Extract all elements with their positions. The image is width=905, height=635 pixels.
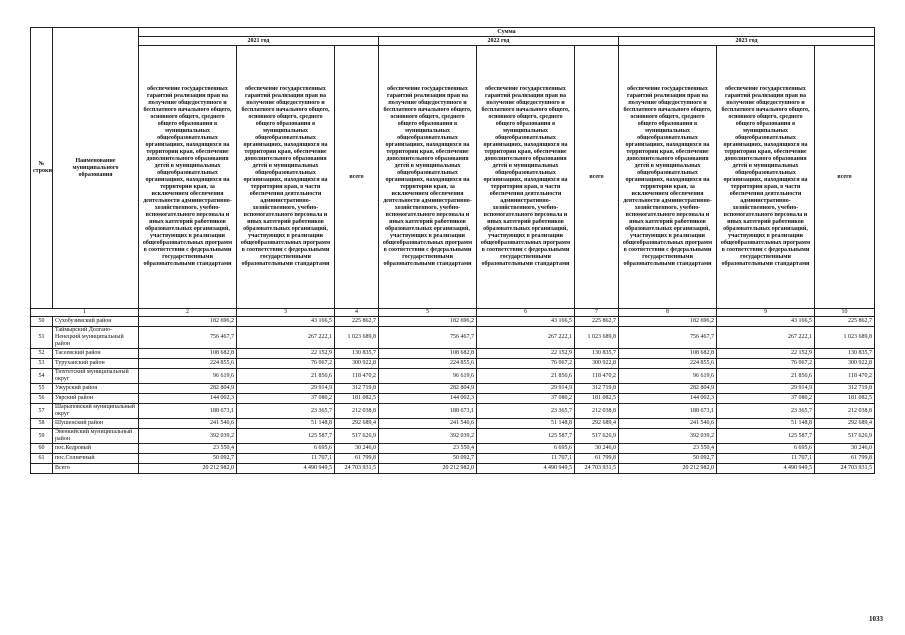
amount-cell: 1 023 689,8 [575,327,619,349]
amount-cell: 224 855,6 [379,359,477,369]
municipality-name: Таймырский Долгано-Ненецкий муниципальный район [53,327,139,349]
amount-cell: 130 835,7 [815,349,875,359]
amount-cell: 224 855,6 [139,359,237,369]
row-number-header: № строки [31,28,53,309]
amount-cell: 225 862,7 [815,317,875,327]
amount-cell: 282 804,9 [619,384,717,394]
row-number: 52 [31,349,53,359]
amount-cell: 241 540,6 [379,419,477,429]
municipality-name: Туруханский район [53,359,139,369]
column-number: 2 [139,309,237,317]
amount-cell: 181 082,5 [815,394,875,404]
amount-cell: 392 039,2 [139,429,237,444]
table-row [31,384,875,394]
amount-cell: 96 619,6 [379,369,477,384]
amount-cell: 43 166,5 [477,317,575,327]
amount-cell: 21 850,6 [477,369,575,384]
amount-cell: 50 092,7 [379,454,477,464]
amount-cell: 29 914,9 [717,384,815,394]
amount-cell: 29 914,9 [477,384,575,394]
municipality-name: Тасеевский район [53,349,139,359]
amount-cell: 144 002,3 [379,394,477,404]
amount-cell: 96 619,6 [619,369,717,384]
column-number: 1 [31,309,139,317]
amount-cell: 22 152,9 [477,349,575,359]
amount-cell: 300 922,8 [575,359,619,369]
amount-cell: 300 922,8 [335,359,379,369]
amount-cell: 21 850,6 [717,369,815,384]
amount-cell: 43 166,5 [717,317,815,327]
amount-cell: 225 862,7 [335,317,379,327]
amount-cell: 11 707,1 [237,454,335,464]
amount-cell: 11 707,1 [477,454,575,464]
amount-cell: 1 023 689,8 [815,327,875,349]
amount-cell: 212 038,8 [335,404,379,419]
amount-cell: 108 682,8 [139,349,237,359]
amount-cell: 23 550,4 [619,444,717,454]
amount-cell: 282 804,9 [379,384,477,394]
table-body [31,317,875,474]
amount-cell: 144 002,3 [139,394,237,404]
amount-cell: 182 696,2 [379,317,477,327]
amount-cell: 4 490 949,5 [717,464,815,474]
amount-cell: 118 470,2 [575,369,619,384]
amount-cell: 37 080,2 [717,394,815,404]
row-number: 50 [31,317,53,327]
row-number: 55 [31,384,53,394]
amount-cell: 181 082,5 [335,394,379,404]
amount-cell: 61 799,8 [815,454,875,464]
amount-cell: 108 682,8 [619,349,717,359]
amount-cell: 4 490 949,5 [477,464,575,474]
amount-cell: 76 067,2 [237,359,335,369]
amount-cell: 30 246,0 [335,444,379,454]
amount-cell: 118 470,2 [815,369,875,384]
total-header: всего [575,46,619,309]
amount-cell: 61 799,8 [335,454,379,464]
amount-cell: 30 246,0 [815,444,875,454]
table-row [31,359,875,369]
amount-cell: 51 148,8 [717,419,815,429]
amount-cell: 76 067,2 [477,359,575,369]
municipality-header: Наименование муниципального образования [53,28,139,309]
row-number: 56 [31,394,53,404]
amount-cell: 23 550,4 [139,444,237,454]
amount-cell: 392 039,2 [619,429,717,444]
row-number: 58 [31,419,53,429]
amount-cell: 212 038,8 [815,404,875,419]
amount-cell: 61 799,8 [575,454,619,464]
amount-cell: 20 212 982,0 [379,464,477,474]
table-row [31,464,875,474]
amount-cell: 282 804,9 [139,384,237,394]
amount-cell: 51 148,8 [477,419,575,429]
table-row [31,394,875,404]
amount-cell: 22 152,9 [237,349,335,359]
amount-cell: 267 222,1 [477,327,575,349]
amount-cell: 23 365,7 [477,404,575,419]
amount-cell: 225 862,7 [575,317,619,327]
municipality-name: Шушенский район [53,419,139,429]
amount-cell: 1 023 689,8 [335,327,379,349]
row-number: 53 [31,359,53,369]
amount-cell: 23 365,7 [237,404,335,419]
total-header: всего [335,46,379,309]
amount-cell: 292 689,4 [815,419,875,429]
amount-cell: 130 835,7 [335,349,379,359]
category-a-header: обеспечение государственных гарантий реализации прав на получение общедоступного и бесплатного начального общего, основного общего, среднего общего образования в муниципальных общеобразовательных организациях, находящихся на территории края, обеспечение дополнительного образования детей в муниципальных общеобразовательных организациях, находящихся на территории края, за исключением обеспечения деятельности административно-хозяйственного, учебно-вспомогательного персонала и иных категорий работников образовательных организаций, участвующих в реализации общеобразовательных программ в соответствии с федеральными государственными образовательными стандартами [139,46,237,309]
table-row [31,317,875,327]
amount-cell: 312 719,8 [575,384,619,394]
amount-cell: 292 689,4 [575,419,619,429]
year-2023-header: 2023 год [619,37,875,46]
table-row [31,349,875,359]
total-header: всего [815,46,875,309]
sum-header: Сумма [139,28,875,37]
column-number: 7 [575,309,619,317]
year-2022-header: 2022 год [379,37,619,46]
amount-cell: 756 467,7 [139,327,237,349]
amount-cell: 517 626,9 [575,429,619,444]
amount-cell: 130 835,7 [575,349,619,359]
amount-cell: 267 222,1 [717,327,815,349]
amount-cell: 50 092,7 [139,454,237,464]
amount-cell: 292 689,4 [335,419,379,429]
category-b-header: обеспечение государственных гарантий реализации прав на получение общедоступного и бесплатного начального общего, основного общего, среднего общего образования в муниципальных общеобразовательных организациях, находящихся на территории края, обеспечение дополнительного образования детей в муниципальных общеобразовательных организациях, находящихся на территории края, в части обеспечения деятельности административно-хозяйственного, учебно-вспомогательного персонала и иных категорий работников образовательных организаций, участвующих в реализации общеобразовательных программ в соответствии с федеральными государственными образовательными стандартами [237,46,335,309]
amount-cell: 24 703 931,5 [575,464,619,474]
amount-cell: 300 922,8 [815,359,875,369]
amount-cell: 125 587,7 [477,429,575,444]
row-number: 61 [31,454,53,464]
amount-cell: 118 470,2 [335,369,379,384]
amount-cell: 517 626,9 [815,429,875,444]
amount-cell: 188 673,1 [379,404,477,419]
category-b-header: обеспечение государственных гарантий реализации прав на получение общедоступного и бесплатного начального общего, основного общего, среднего общего образования в муниципальных общеобразовательных организациях, находящихся на территории края, обеспечение дополнительного образования детей в муниципальных общеобразовательных организациях, находящихся на территории края, в части обеспечения деятельности административно-хозяйственного, учебно-вспомогательного персонала и иных категорий работников образовательных организаций, участвующих в реализации общеобразовательных программ в соответствии с федеральными государственными образовательными стандартами [717,46,815,309]
amount-cell: 51 148,8 [237,419,335,429]
year-2021-header: 2021 год [139,37,379,46]
municipality-name: Эвенкийский муниципальный район [53,429,139,444]
column-number: 4 [335,309,379,317]
amount-cell: 24 703 931,5 [815,464,875,474]
amount-cell: 6 695,6 [477,444,575,454]
row-number: 57 [31,404,53,419]
amount-cell: 224 855,6 [619,359,717,369]
amount-cell: 125 587,7 [237,429,335,444]
category-a-header: обеспечение государственных гарантий реализации прав на получение общедоступного и бесплатного начального общего, основного общего, среднего общего образования в муниципальных общеобразовательных организациях, находящихся на территории края, обеспечение дополнительного образования детей в муниципальных общеобразовательных организациях, находящихся на территории края, за исключением обеспечения деятельности административно-хозяйственного, учебно-вспомогательного персонала и иных категорий работников образовательных организаций, участвующих в реализации общеобразовательных программ в соответствии с федеральными государственными образовательными стандартами [379,46,477,309]
amount-cell: 6 695,6 [237,444,335,454]
amount-cell: 392 039,2 [379,429,477,444]
amount-cell: 188 673,1 [139,404,237,419]
category-b-header: обеспечение государственных гарантий реализации прав на получение общедоступного и бесплатного начального общего, основного общего, среднего общего образования в муниципальных общеобразовательных организациях, находящихся на территории края, обеспечение дополнительного образования детей в муниципальных общеобразовательных организациях, находящихся на территории края, в части обеспечения деятельности административно-хозяйственного, учебно-вспомогательного персонала и иных категорий работников образовательных организаций, участвующих в реализации общеобразовательных программ в соответствии с федеральными государственными образовательными стандартами [477,46,575,309]
amount-cell: 144 002,3 [619,394,717,404]
table-row [31,404,875,419]
amount-cell: 517 626,9 [335,429,379,444]
municipality-name: пос.Солнечный [53,454,139,464]
municipality-name: Сухобузимский район [53,317,139,327]
amount-cell: 50 092,7 [619,454,717,464]
amount-cell: 182 696,2 [619,317,717,327]
amount-cell: 30 246,0 [575,444,619,454]
amount-cell: 23 365,7 [717,404,815,419]
municipality-name: Всего [53,464,139,474]
amount-cell: 11 707,1 [717,454,815,464]
column-number: 5 [379,309,477,317]
amount-cell: 29 914,9 [237,384,335,394]
amount-cell: 6 695,6 [717,444,815,454]
row-number: 60 [31,444,53,454]
amount-cell: 23 550,4 [379,444,477,454]
amount-cell: 212 038,8 [575,404,619,419]
municipality-name: пос.Кедровый [53,444,139,454]
table-row [31,369,875,384]
amount-cell: 756 467,7 [379,327,477,349]
column-number: 8 [619,309,717,317]
amount-cell: 756 467,7 [619,327,717,349]
amount-cell: 312 719,8 [335,384,379,394]
amount-cell: 125 587,7 [717,429,815,444]
amount-cell: 96 619,6 [139,369,237,384]
column-number: 6 [477,309,575,317]
budget-table [30,27,875,474]
column-number: 3 [237,309,335,317]
amount-cell: 24 703 931,5 [335,464,379,474]
amount-cell: 181 082,5 [575,394,619,404]
municipality-name: Уярский район [53,394,139,404]
amount-cell: 108 682,8 [379,349,477,359]
column-number: 9 [717,309,815,317]
municipality-name: Ужурский район [53,384,139,394]
amount-cell: 21 850,6 [237,369,335,384]
table-row [31,327,875,349]
table-row [31,454,875,464]
amount-cell: 4 490 949,5 [237,464,335,474]
amount-cell: 182 696,2 [139,317,237,327]
municipality-name: Шарыповский муниципальный округ [53,404,139,419]
row-number [31,464,53,474]
column-number: 10 [815,309,875,317]
category-a-header: обеспечение государственных гарантий реализации прав на получение общедоступного и бесплатного начального общего, основного общего, среднего общего образования в муниципальных общеобразовательных организациях, находящихся на территории края, обеспечение дополнительного образования детей в муниципальных общеобразовательных организациях, находящихся на территории края, за исключением обеспечения деятельности административно-хозяйственного, учебно-вспомогательного персонала и иных категорий работников образовательных организаций, участвующих в реализации общеобразовательных программ в соответствии с федеральными государственными образовательными стандартами [619,46,717,309]
amount-cell: 241 540,6 [139,419,237,429]
amount-cell: 43 166,5 [237,317,335,327]
row-number: 51 [31,327,53,349]
amount-cell: 22 152,9 [717,349,815,359]
amount-cell: 20 212 982,0 [139,464,237,474]
table-row [31,444,875,454]
amount-cell: 76 067,2 [717,359,815,369]
table-row [31,419,875,429]
amount-cell: 20 212 982,0 [619,464,717,474]
amount-cell: 37 080,2 [237,394,335,404]
municipality-name: Тюхтетский муниципальный округ [53,369,139,384]
amount-cell: 267 222,1 [237,327,335,349]
page-number: 1033 [869,615,883,623]
amount-cell: 241 540,6 [619,419,717,429]
amount-cell: 312 719,8 [815,384,875,394]
row-number: 54 [31,369,53,384]
amount-cell: 37 080,2 [477,394,575,404]
table-row [31,429,875,444]
amount-cell: 188 673,1 [619,404,717,419]
row-number: 59 [31,429,53,444]
